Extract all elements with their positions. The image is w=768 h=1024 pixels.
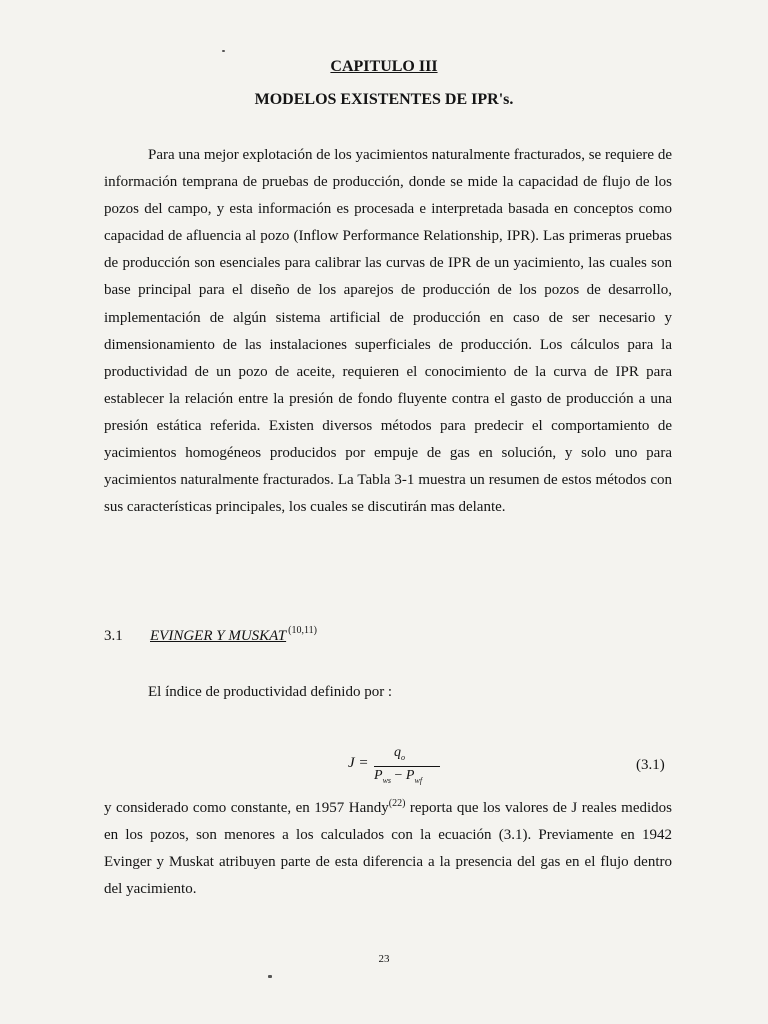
equation-denominator: $P_{ws} - P_{wf}$ <box>374 768 423 785</box>
section-heading <box>104 625 504 645</box>
scan-speck <box>222 50 225 52</box>
section-reference: (10,11) <box>288 625 317 636</box>
intro-paragraph: Para una mejor explotación de los yacimientos naturalmente fracturados, se requiere de información temprana de pruebas de producción, donde se mide la capacidad de flujo de los pozos del campo, y esta información es procesada e interpretada basada en conceptos como capacidad de afluencia al pozo (Inflow Performance Relationship, IPR). Las primeras pruebas de producción son esenciales para calibrar las curvas de IPR de un yacimiento, las cuales son base principal para el diseño de los aparejos de producción de los pozos de desarrollo, implementación de algún sistema artificial de producción en caso de ser necesario y dimensionamiento de las instalaciones superficiales de producción. Los cálculos para la productividad de un pozo de aceite, requieren el conocimiento de la curva de IPR para establecer la relación entre la presión de fondo fluyente contra el gasto de producción a una presión estática referida. Existen diversos métodos para predecir el comportamiento de yacimientos homogéneos producidos por empuje de gas en solución, y solo uno para yacimientos naturalmente fracturados. La Tabla 3-1 muestra un resumen de estos métodos con sus características principales, los cuales se discutirán mas delante. <box>104 147 672 516</box>
definition-paragraph: El índice de productividad definido por : <box>148 684 393 700</box>
section-title: EVINGER Y MUSKAT <box>150 628 287 644</box>
section-number: 3.1 <box>104 628 123 644</box>
page-number: 23 <box>378 953 390 965</box>
equation-lhs: J = <box>348 755 369 771</box>
chapter-subtitle: MODELOS EXISTENTES DE IPR's. <box>254 91 514 108</box>
equation-3-1 <box>348 744 448 790</box>
chapter-heading: CAPITULO III <box>330 58 438 75</box>
equation-number: (3.1) <box>636 757 665 773</box>
fraction-bar <box>374 766 440 767</box>
equation-numerator: $q_o$ <box>394 745 405 762</box>
scan-speck <box>268 975 272 978</box>
handy-reference: (22) <box>388 798 406 809</box>
handy-paragraph: y considerado como constante, en 1957 Handy$^{(22)}$ reporta que los valores de J reales medidos en los pozos, son menores a los calculados con la ecuación (3.1). Previamente en 1942 Evinger y Muskat atribuyen parte de esta diferencia a la presencia del gas en el flujo dentro del yacimiento. <box>104 798 673 898</box>
